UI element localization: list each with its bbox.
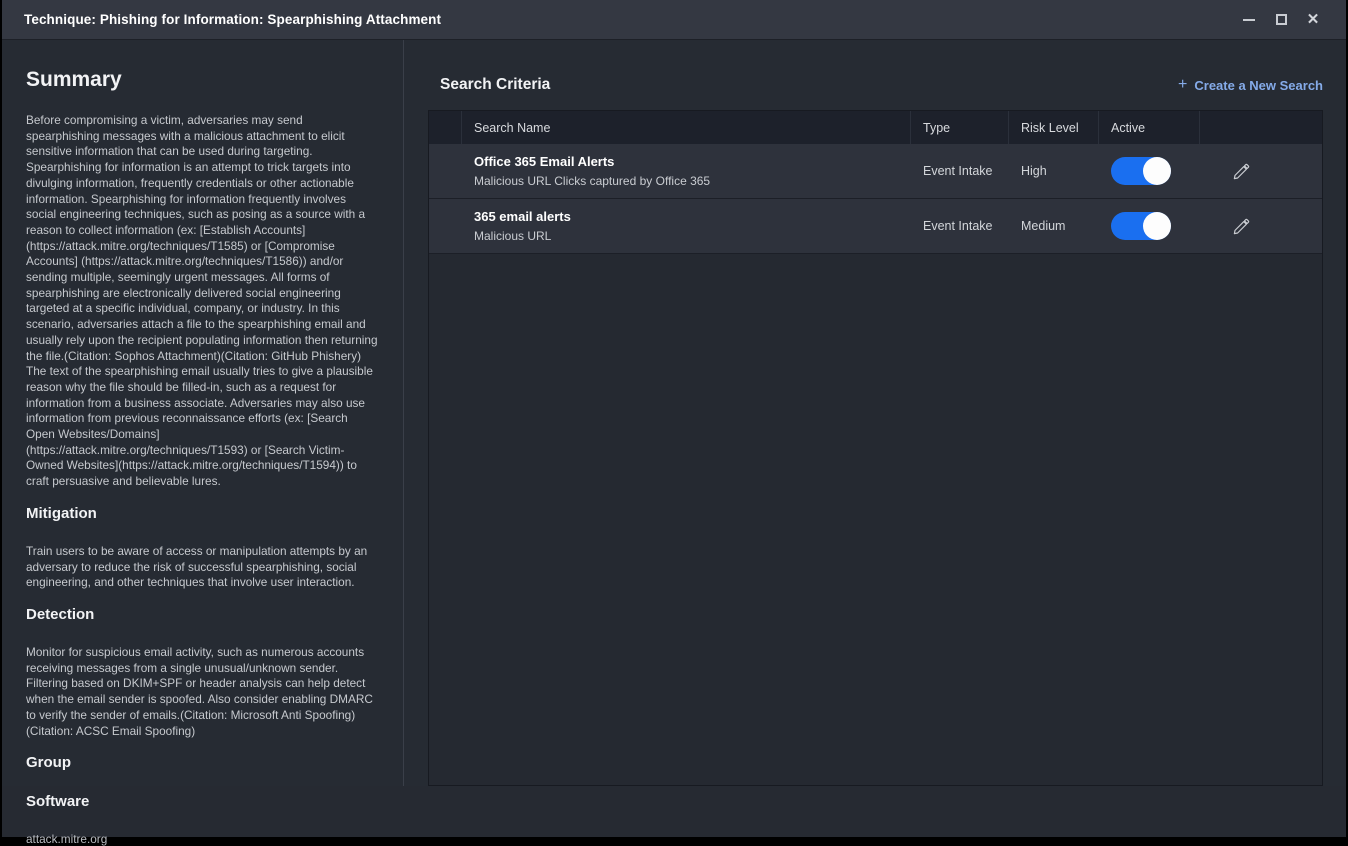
row-select-cell: [429, 144, 462, 198]
row-type-cell: [911, 144, 1009, 198]
create-new-search-label: Create a New Search: [1194, 77, 1323, 93]
mitigation-text: Train users to be aware of access or manipulation attempts by an adversary to reduce the risk of successful spearphishing, social engineering, and other techniques that involve user interaction.: [26, 543, 368, 590]
row-type-cell: [911, 199, 1009, 253]
table-header-actions: [1200, 111, 1322, 144]
search-name: Office 365 Email Alerts: [474, 154, 615, 169]
search-description: Malicious URL Clicks captured by Office 365: [474, 174, 711, 188]
row-name-cell: [462, 144, 911, 198]
risk-level: High: [1021, 164, 1047, 178]
attack-mitre-link[interactable]: attack.mitre.org: [26, 832, 108, 846]
summary-heading: Summary: [26, 68, 122, 91]
pencil-icon: [1232, 162, 1251, 181]
row-name-cell: [462, 199, 911, 253]
table-row[interactable]: [429, 199, 1322, 254]
table-header-select: [429, 111, 462, 144]
minimize-icon: [1243, 19, 1255, 21]
window-controls: [1238, 9, 1324, 31]
row-risk-cell: [1009, 144, 1099, 198]
maximize-icon: [1276, 14, 1287, 25]
technique-details-panel[interactable]: [2, 40, 404, 846]
table-header-type[interactable]: Type: [911, 111, 1009, 144]
toggle-knob: [1143, 157, 1171, 185]
table-header-risk-level[interactable]: Risk Level: [1009, 111, 1099, 144]
table-header-active[interactable]: Active: [1099, 111, 1200, 144]
table-row[interactable]: [429, 144, 1322, 199]
group-heading: Group: [26, 754, 71, 772]
table-header-search-name[interactable]: Search Name: [462, 111, 911, 144]
row-select-cell: [429, 199, 462, 253]
search-type: Event Intake: [923, 219, 993, 233]
pencil-icon: [1232, 217, 1251, 236]
table-empty-area: [429, 254, 1322, 785]
edit-search-button[interactable]: [1226, 211, 1256, 241]
minimize-button[interactable]: [1238, 9, 1260, 31]
search-description: Malicious URL: [474, 229, 552, 243]
maximize-button[interactable]: [1270, 9, 1292, 31]
detection-heading: Detection: [26, 605, 95, 623]
create-new-search-button[interactable]: [1178, 76, 1323, 94]
search-panel-header: [428, 70, 1323, 100]
risk-level: Medium: [1021, 219, 1066, 233]
close-button[interactable]: [1302, 9, 1324, 31]
row-active-cell: [1099, 144, 1200, 198]
row-actions-cell: [1200, 144, 1322, 198]
active-toggle[interactable]: [1111, 157, 1171, 185]
toggle-knob: [1143, 212, 1171, 240]
search-criteria-panel: [404, 40, 1346, 786]
window-frame: [2, 0, 1346, 846]
edit-search-button[interactable]: [1226, 156, 1256, 186]
active-toggle[interactable]: [1111, 212, 1171, 240]
summary-text: Before compromising a victim, adversaries may send spearphishing messages with a malicious attachment to elicit sensitive information that can be used during targeting. Spearphishing for information is an attempt to trick targets into divulging information, frequently credentials or other actionable information. Spearphishing for information frequently involves social engineering techniques, such as posing as a source with a reason to collect information (ex: [Establish Accounts] (https://attack.mitre.org/techniques/T1585) or [Compromise Accounts] (https://attack.mitre.org/techniques/T1586)) and/or sending multiple, seemingly urgent messages. All forms of spearphishing are electronically delivered social engineering targeted at a specific individual, company, or industry. In this scenario, adversaries attach a file to the spearphishing email and usually rely upon the recipient populating information then returning the file.(Citation: Sophos Attachment)(Citation: GitHub Phishery) The text of the spearphishing email usually tries to give a plausible reason why the file should be filled-in, such as a request for information from a business associate. Adversaries may also use information from previous reconnaissance efforts (ex: [Search Open Websites/Domains](https://attack.mitre.org/techniques/T1593) or [Search Victim-Owned Websites](https://attack.mitre.org/techniques/T1594)) to craft persuasive and believable lures.: [26, 113, 378, 489]
main-content: [2, 40, 1346, 846]
search-type: Event Intake: [923, 164, 993, 178]
row-active-cell: [1099, 199, 1200, 253]
search-name: 365 email alerts: [474, 209, 571, 224]
close-icon: ✕: [1306, 11, 1320, 28]
plus-icon: +: [1178, 76, 1188, 93]
row-actions-cell: [1200, 199, 1322, 253]
detection-text: Monitor for suspicious email activity, such as numerous accounts receiving messages from a single unusual/unknown sender. Filtering based on DKIM+SPF or header analysis can help detect when the email sender is spoofed. Also consider enabling DMARC to verify the sender of emails.(Citation: Microsoft Anti Spoofing)(Citation: ACSC Email Spoofing): [26, 644, 373, 738]
window-title: Technique: Phishing for Information: Spearphishing Attachment: [24, 12, 442, 27]
table-header-row: [429, 111, 1322, 144]
search-criteria-title: Search Criteria: [440, 76, 551, 93]
software-heading: Software: [26, 793, 90, 811]
search-criteria-table: [428, 110, 1323, 786]
title-bar: [2, 0, 1346, 40]
row-risk-cell: [1009, 199, 1099, 253]
mitigation-heading: Mitigation: [26, 504, 97, 522]
